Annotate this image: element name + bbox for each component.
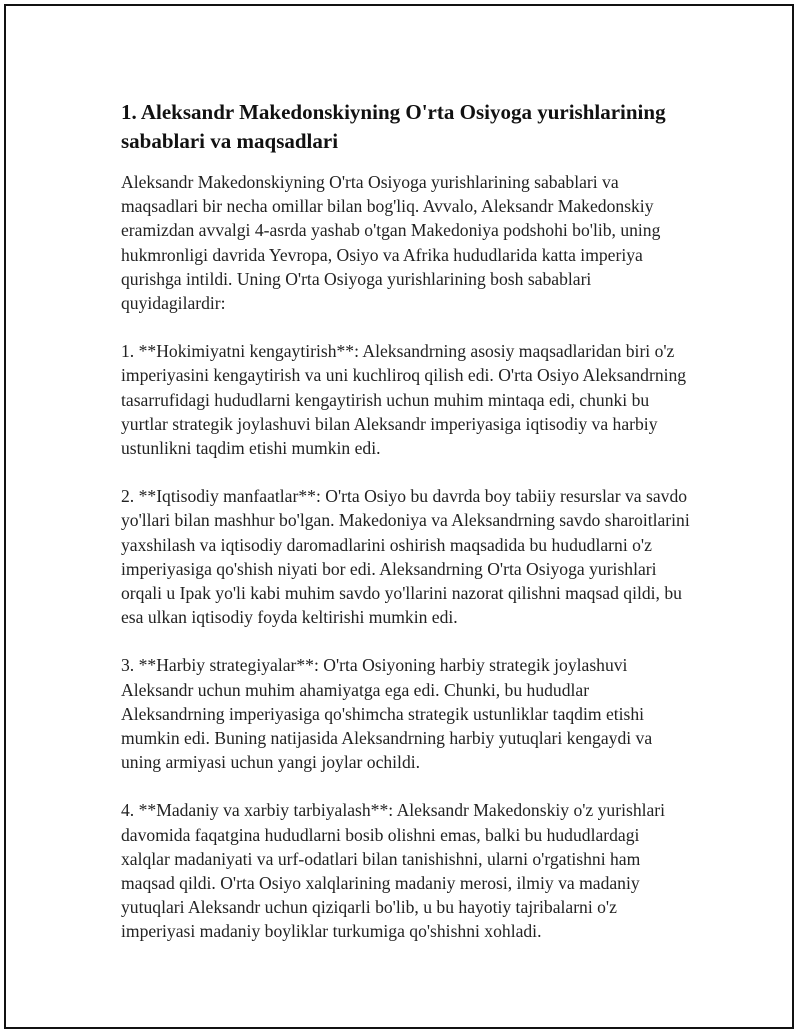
section-heading: 1. Aleksandr Makedonskiyning O'rta Osiyoga yurishlarining sabablari va maqsadlari <box>121 100 666 153</box>
list-item-paragraph: 3. **Harbiy strategiyalar**: O'rta Osiyoning harbiy strategik joylashuvi Aleksandr uchun muhim ahamiyatga ega edi. Chunki, bu hududlar Aleksandrning imperiyasiga qo'shimcha strategik ustunliklar taqdim etishi mumkin edi. Buning natijasida Aleksandrning harbiy yutuqlari kengaydi va uning armiyasi uchun yangi joylar ochildi. <box>121 655 653 773</box>
document-body <box>121 98 691 968</box>
list-item-paragraph: 1. **Hokimiyatni kengaytirish**: Aleksandrning asosiy maqsadlaridan biri o'z imperiyasini kengaytirish va uni kuchliroq qilish edi. O'rta Osiyo Aleksandrning tasarrufidagi hududlarni kengaytirish uchun muhim mintaqa edi, chunki bu yurtlar strategik joylashuvi bilan Aleksandr imperiyasiga iqtisodiy va harbiy ustunlikni taqdim etishi mumkin edi. <box>121 341 687 459</box>
page-frame <box>4 4 794 1029</box>
list-item-paragraph: 4. **Madaniy va xarbiy tarbiyalash**: Aleksandr Makedonskiy o'z yurishlari davomida faqatgina hududlarni bosib olishni emas, balki bu hududlardagi xalqlar madaniyati va urf-odatlari bilan tanishishni, ularni o'rgatishni ham maqsad qildi. O'rta Osiyo xalqlarining madaniy merosi, ilmiy va madaniy yutuqlari Aleksandr uchun qiziqarli bo'lib, u bu hayotiy tajribalarni o'z imperiyasi madaniy boyliklar turkumiga qo'shishni xohladi. <box>121 800 666 942</box>
intro-paragraph: Aleksandr Makedonskiyning O'rta Osiyoga yurishlarining sabablari va maqsadlari bir necha omillar bilan bog'liq. Avvalo, Aleksandr Makedonskiy eramizdan avvalgi 4-asrda yashab o'tgan Makedoniya podshohi bo'lib, uning hukmronligi davrida Yevropa, Osiyo va Afrika hududlarida katta imperiya qurishga intildi. Uning O'rta Osiyoga yurishlarining bosh sabablari quyidagilardir: <box>121 172 661 314</box>
list-item-paragraph: 2. **Iqtisodiy manfaatlar**: O'rta Osiyo bu davrda boy tabiiy resurslar va savdo yo'llari bilan mashhur bo'lgan. Makedoniya va Aleksandrning savdo sharoitlarini yaxshilash va iqtisodiy daromadlarini oshirish maqsadida bu hududlarni o'z imperiyasiga qo'shish niyati bor edi. Aleksandrning O'rta Osiyoga yurishlari orqali u Ipak yo'li kabi muhim savdo yo'llarini nazorat qilishni maqsad qildi, bu esa ulkan iqtisodiy foyda keltirishi mumkin edi. <box>121 486 690 628</box>
